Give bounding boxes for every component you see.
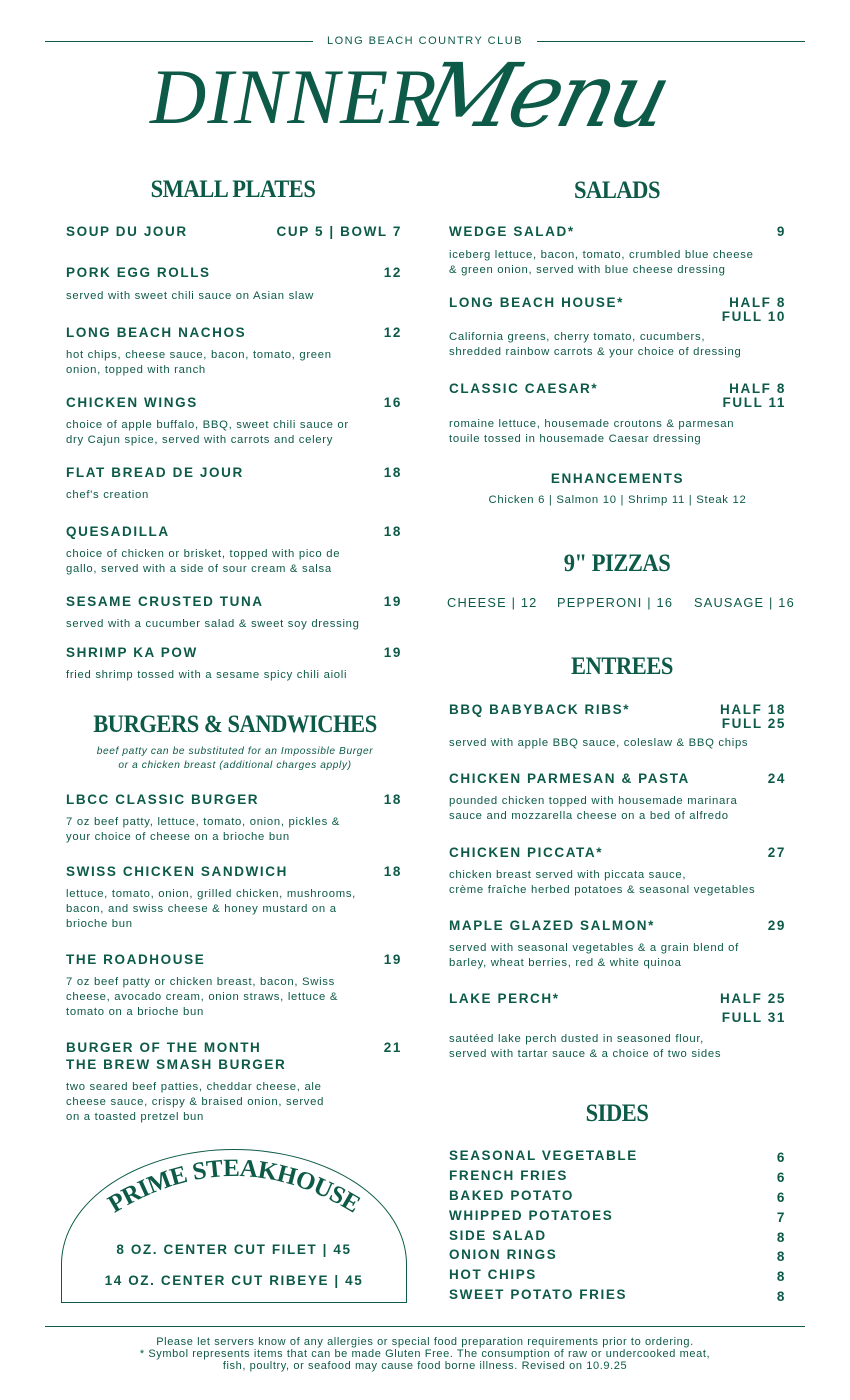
menu-item-price-full: FULL 11	[722, 395, 786, 410]
footer-rule	[45, 1326, 805, 1327]
menu-title-main: DINNER	[150, 53, 438, 140]
side-item-name: HOT CHIPS	[449, 1267, 537, 1282]
menu-item-name: CHICKEN WINGS	[66, 395, 198, 410]
menu-item-description: served with apple BBQ sauce, coleslaw & BBQ chips	[449, 737, 749, 749]
enhancements-list: Chicken 6 | Salmon 10 | Shrimp 11 | Steak 12	[488, 494, 747, 506]
side-item-name: BAKED POTATO	[449, 1188, 574, 1203]
side-item-price: 8	[776, 1230, 786, 1245]
menu-item-price: 12	[383, 265, 402, 280]
menu-item-price: 12	[383, 325, 402, 340]
menu-item-price: 19	[383, 952, 402, 967]
menu-item-description: chef's creation	[66, 489, 149, 501]
side-item-name: FRENCH FRIES	[449, 1168, 568, 1183]
menu-item-name: BURGER OF THE MONTH	[66, 1040, 262, 1055]
menu-item-price: 18	[383, 465, 402, 480]
side-item-price: 8	[776, 1289, 786, 1304]
pizza-item: SAUSAGE | 16	[694, 595, 795, 610]
menu-item-description: 7 oz beef patty, lettuce, tomato, onion, pickles & your choice of cheese on a brioche bun	[66, 816, 341, 843]
menu-item-description: fried shrimp tossed with a sesame spicy chili aioli	[66, 669, 348, 681]
menu-item-description: romaine lettuce, housemade croutons & parmesan touile tossed in housemade Caesar dressing	[449, 418, 735, 445]
menu-item-description: sautéed lake perch dusted in seasoned flour, served with tartar sauce & a choice of two sides	[449, 1033, 722, 1060]
menu-item-price: 19	[383, 594, 402, 609]
menu-item-name: LAKE PERCH*	[449, 991, 560, 1006]
menu-item-price-full: FULL 10	[721, 309, 786, 324]
burgers-substitution-note: beef patty can be substituted for an Impossible Burger or a chicken breast (additional charges apply)	[96, 746, 374, 771]
menu-item-description: pounded chicken topped with housemade marinara sauce and mozzarella cheese on a bed of alfredo	[449, 795, 738, 822]
side-item-price: 6	[776, 1150, 786, 1165]
side-item-price: 8	[776, 1269, 786, 1284]
menu-item-price: 29	[767, 918, 786, 933]
menu-item-name: SHRIMP KA POW	[66, 645, 198, 660]
enhancements-title: ENHANCEMENTS	[550, 471, 685, 486]
pizzas-title: 9" PIZZAS	[563, 550, 671, 577]
menu-item-name: LBCC CLASSIC BURGER	[66, 792, 260, 807]
menu-item-name: CHICKEN PICCATA*	[449, 845, 604, 860]
menu-item-price: 9	[776, 224, 786, 239]
menu-item-price: HALF 8	[729, 295, 786, 310]
menu-item-description: served with sweet chili sauce on Asian slaw	[66, 290, 314, 302]
club-name: LONG BEACH COUNTRY CLUB	[326, 35, 524, 47]
menu-item-description: chicken breast served with piccata sauce, crème fraîche herbed potatoes & seasonal vegetables	[449, 869, 756, 896]
menu-item-name: SOUP DU JOUR	[66, 224, 188, 239]
menu-item-name: LONG BEACH HOUSE*	[449, 295, 624, 310]
menu-item-price: 18	[383, 864, 402, 879]
menu-item-description: served with seasonal vegetables & a grain blend of barley, wheat berries, red & white quinoa	[449, 942, 739, 969]
menu-item-price: HALF 25	[720, 991, 786, 1006]
menu-item-description: choice of apple buffalo, BBQ, sweet chili sauce or dry Cajun spice, served with carrots and celery	[66, 419, 349, 446]
menu-item-price: 19	[383, 645, 402, 660]
menu-item-name: CLASSIC CAESAR*	[449, 381, 599, 396]
steakhouse-item: 14 OZ. CENTER CUT RIBEYE | 45	[104, 1273, 364, 1288]
burgers-title: BURGERS & SANDWICHES	[93, 711, 377, 738]
menu-item-price: 18	[383, 524, 402, 539]
menu-item-name: WEDGE SALAD*	[449, 224, 575, 239]
side-item-name: SEASONAL VEGETABLE	[449, 1148, 638, 1163]
menu-item-description: lettuce, tomato, onion, grilled chicken, mushrooms, bacon, and swiss cheese & honey mustard on a brioche bun	[66, 888, 357, 930]
menu-item-name: LONG BEACH NACHOS	[66, 325, 247, 340]
menu-item-price: 16	[383, 395, 402, 410]
entrees-title: ENTREES	[571, 653, 673, 680]
menu-item-name: SWISS CHICKEN SANDWICH	[66, 864, 288, 879]
menu-item-price: 27	[767, 845, 786, 860]
menu-item-price: HALF 8	[729, 381, 786, 396]
menu-item-name: BBQ BABYBACK RIBS*	[449, 702, 631, 717]
menu-item-price: 24	[767, 771, 786, 786]
steakhouse-title: PRIME STEAKHOUSE	[103, 1154, 365, 1219]
menu-item-description: iceberg lettuce, bacon, tomato, crumbled blue cheese & green onion, served with blue cheese dressing	[449, 249, 754, 276]
pizza-item: CHEESE | 12	[447, 595, 538, 610]
menu-item-name: QUESADILLA	[66, 524, 170, 539]
sides-title: SIDES	[585, 1100, 649, 1127]
menu-item-name: THE ROADHOUSE	[66, 952, 206, 967]
menu-item-price: 18	[383, 792, 402, 807]
menu-item-name: CHICKEN PARMESAN & PASTA	[449, 771, 690, 786]
pizza-item: PEPPERONI | 16	[557, 595, 674, 610]
side-item-name: SIDE SALAD	[449, 1228, 547, 1243]
menu-item-price: CUP 5 | BOWL 7	[276, 224, 402, 239]
menu-item-name: FLAT BREAD DE JOUR	[66, 465, 244, 480]
side-item-price: 7	[776, 1210, 786, 1225]
side-item-price: 6	[776, 1170, 786, 1185]
menu-item-description: hot chips, cheese sauce, bacon, tomato, green onion, topped with ranch	[66, 349, 332, 376]
menu-item-description: California greens, cherry tomato, cucumbers, shredded rainbow carrots & your choice of dressing	[449, 331, 742, 358]
menu-item-subname: THE BREW SMASH BURGER	[66, 1057, 287, 1072]
salads-title: SALADS	[573, 177, 661, 204]
menu-item-price: 21	[383, 1040, 402, 1055]
menu-item-price-full: FULL 25	[721, 716, 786, 731]
small-plates-title: SMALL PLATES	[150, 176, 316, 203]
steakhouse-item: 8 OZ. CENTER CUT FILET | 45	[116, 1242, 352, 1257]
footer-disclaimer: Please let servers know of any allergies or special food preparation requirements prior to ordering. * Symbol represents items that can be made Gluten Free. The consumption of raw or undercooked meat, fish, poultry, or seafood may cause food borne illness. Revised on 10.9.25	[139, 1336, 711, 1372]
menu-item-description: two seared beef patties, cheddar cheese, ale cheese sauce, crispy & braised onion, served on a toasted pretzel bun	[66, 1081, 325, 1123]
menu-item-price-full: FULL 31	[721, 1010, 786, 1025]
menu-title-script: Menu	[412, 44, 678, 147]
side-item-name: ONION RINGS	[449, 1247, 558, 1262]
menu-item-name: SESAME CRUSTED TUNA	[66, 594, 264, 609]
side-item-name: SWEET POTATO FRIES	[449, 1287, 628, 1302]
menu-item-name: MAPLE GLAZED SALMON*	[449, 918, 655, 933]
side-item-price: 8	[776, 1249, 786, 1264]
side-item-name: WHIPPED POTATOES	[449, 1208, 614, 1223]
steakhouse-title-arc	[61, 1140, 407, 1230]
menu-item-price: HALF 18	[720, 702, 786, 717]
menu-item-description: served with a cucumber salad & sweet soy dressing	[66, 618, 360, 630]
menu-item-description: choice of chicken or brisket, topped with pico de gallo, served with a side of sour cream & salsa	[66, 548, 341, 575]
menu-item-description: 7 oz beef patty or chicken breast, bacon, Swiss cheese, avocado cream, onion straws, lettuce & tomato on a brioche bun	[66, 976, 339, 1018]
menu-item-name: PORK EGG ROLLS	[66, 265, 211, 280]
side-item-price: 6	[776, 1190, 786, 1205]
